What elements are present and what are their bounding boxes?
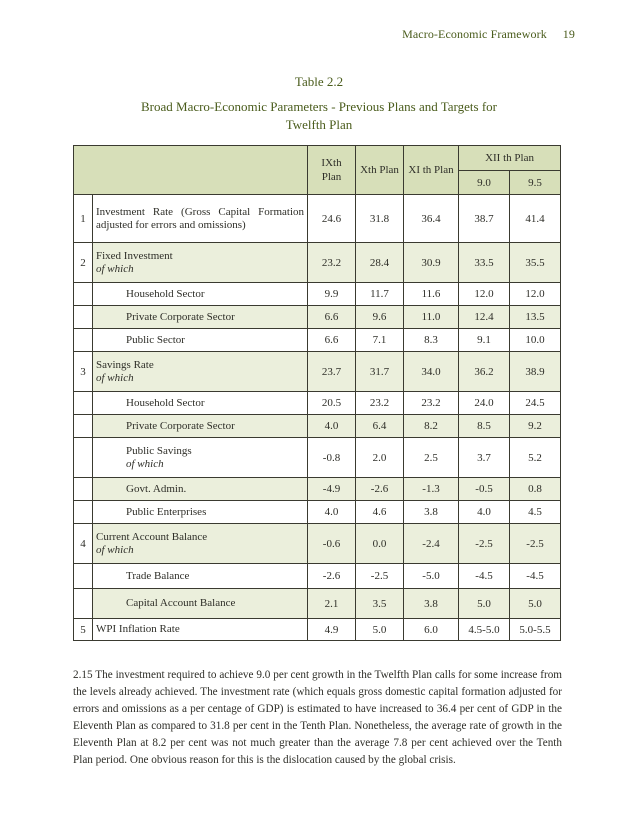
cell-xii-9-0: 4.5-5.0	[459, 619, 510, 641]
cell-x: 7.1	[356, 329, 404, 352]
cell-xii-9-0: 4.0	[459, 501, 510, 524]
row-label: Public Enterprises	[93, 501, 308, 524]
cell-ix: 2.1	[308, 589, 356, 619]
cell-xi: 6.0	[404, 619, 459, 641]
running-header	[402, 27, 575, 42]
row-label-cell	[93, 243, 308, 283]
cell-xii-9-5: 35.5	[510, 243, 561, 283]
cell-x: 5.0	[356, 619, 404, 641]
row-index: 3	[74, 352, 93, 392]
row-sublabel: of which	[96, 543, 134, 556]
row-index: 1	[74, 195, 93, 243]
cell-xi: 2.5	[404, 438, 459, 478]
cell-xii-9-5: 5.0	[510, 589, 561, 619]
row-label: Govt. Admin.	[93, 478, 308, 501]
cell-xi: 11.0	[404, 306, 459, 329]
cell-x: 31.7	[356, 352, 404, 392]
row-label: Investment Rate (Gross Capital Formation adjusted for errors and omissions)	[93, 195, 308, 243]
row-sublabel: of which	[126, 457, 164, 470]
cell-ix: -2.6	[308, 564, 356, 589]
cell-xi: -5.0	[404, 564, 459, 589]
row-label: Fixed Investment	[96, 249, 173, 262]
table-row	[74, 352, 561, 392]
row-label: Current Account Balance	[96, 530, 208, 543]
cell-xii-9-0: 3.7	[459, 438, 510, 478]
cell-xi: 3.8	[404, 501, 459, 524]
cell-x: -2.6	[356, 478, 404, 501]
row-label: Public Savings	[126, 444, 192, 457]
row-index	[74, 329, 93, 352]
cell-xii-9-0: -2.5	[459, 524, 510, 564]
row-index	[74, 392, 93, 415]
row-index	[74, 438, 93, 478]
col-header-x: Xth Plan	[356, 146, 404, 195]
row-index: 4	[74, 524, 93, 564]
col-header-xii-9-5: 9.5	[510, 171, 561, 195]
row-index	[74, 283, 93, 306]
cell-ix: 6.6	[308, 329, 356, 352]
row-label-cell	[93, 524, 308, 564]
cell-ix: -4.9	[308, 478, 356, 501]
cell-ix: 6.6	[308, 306, 356, 329]
cell-xii-9-0: 12.0	[459, 283, 510, 306]
cell-xi: 8.3	[404, 329, 459, 352]
cell-xii-9-0: -0.5	[459, 478, 510, 501]
page-number: 19	[562, 27, 575, 41]
table-row	[74, 524, 561, 564]
cell-xii-9-0: 36.2	[459, 352, 510, 392]
table-row	[74, 392, 561, 415]
cell-xii-9-5: 13.5	[510, 306, 561, 329]
row-index: 2	[74, 243, 93, 283]
cell-x: 4.6	[356, 501, 404, 524]
cell-xii-9-0: 24.0	[459, 392, 510, 415]
cell-xii-9-0: -4.5	[459, 564, 510, 589]
cell-x: -2.5	[356, 564, 404, 589]
cell-ix: 23.7	[308, 352, 356, 392]
cell-x: 31.8	[356, 195, 404, 243]
row-label: Household Sector	[93, 392, 308, 415]
cell-xii-9-5: 12.0	[510, 283, 561, 306]
section-title: Macro-Economic Framework	[402, 27, 547, 41]
cell-xi: 3.8	[404, 589, 459, 619]
cell-xii-9-0: 5.0	[459, 589, 510, 619]
cell-x: 3.5	[356, 589, 404, 619]
cell-xi: 34.0	[404, 352, 459, 392]
table-row	[74, 195, 561, 243]
cell-xii-9-0: 8.5	[459, 415, 510, 438]
table-row	[74, 478, 561, 501]
row-label: Capital Account Balance	[93, 589, 308, 619]
row-label-cell	[93, 352, 308, 392]
row-label: Private Corporate Sector	[93, 415, 308, 438]
macro-parameters-table	[73, 145, 561, 641]
cell-xii-9-0: 9.1	[459, 329, 510, 352]
row-index	[74, 564, 93, 589]
row-index: 5	[74, 619, 93, 641]
row-label: Household Sector	[93, 283, 308, 306]
cell-xii-9-5: 10.0	[510, 329, 561, 352]
row-index	[74, 589, 93, 619]
row-label: Private Corporate Sector	[93, 306, 308, 329]
cell-ix: -0.6	[308, 524, 356, 564]
table-row	[74, 306, 561, 329]
cell-xi: 23.2	[404, 392, 459, 415]
table-subtitle: Broad Macro-Economic Parameters - Previous Plans and Targets for Twelfth Plan	[140, 99, 497, 132]
row-index	[74, 478, 93, 501]
cell-ix: 20.5	[308, 392, 356, 415]
cell-x: 11.7	[356, 283, 404, 306]
cell-x: 6.4	[356, 415, 404, 438]
table-row	[74, 415, 561, 438]
cell-ix: 9.9	[308, 283, 356, 306]
col-header-xi: XI th Plan	[404, 146, 459, 195]
cell-ix: 4.0	[308, 415, 356, 438]
cell-xii-9-5: 24.5	[510, 392, 561, 415]
cell-xii-9-5: 41.4	[510, 195, 561, 243]
row-index	[74, 415, 93, 438]
row-index	[74, 306, 93, 329]
cell-xi: 30.9	[404, 243, 459, 283]
col-header-ix: IXth Plan	[308, 146, 356, 195]
cell-ix: 23.2	[308, 243, 356, 283]
cell-x: 2.0	[356, 438, 404, 478]
col-header-xii-9-0: 9.0	[459, 171, 510, 195]
row-label: Public Sector	[93, 329, 308, 352]
row-sublabel: of which	[96, 371, 134, 384]
row-label: Savings Rate	[96, 358, 154, 371]
cell-xi: 11.6	[404, 283, 459, 306]
cell-x: 28.4	[356, 243, 404, 283]
table-title: Table 2.2	[294, 74, 344, 89]
table-row	[74, 589, 561, 619]
row-label: Trade Balance	[93, 564, 308, 589]
row-sublabel: of which	[96, 262, 134, 275]
cell-xi: 8.2	[404, 415, 459, 438]
header-blank	[74, 146, 308, 195]
table-row	[74, 564, 561, 589]
cell-xii-9-5: 0.8	[510, 478, 561, 501]
body-paragraph: 2.15 The investment required to achieve 9.0 per cent growth in the Twelfth Plan calls for some increase from the levels already achieved. The investment rate (which equals gross domestic capital formation adjusted for errors and omissions as a per centage of GDP) is estimated to have increased to 36.4 per cent of GDP in the Eleventh Plan as compared to 31.8 per cent in the Tenth Plan. Nonetheless, the average rate of growth in the Eleventh Plan at 8.2 per cent was not much greater than the average 7.8 per cent achieved over the Tenth Plan period. One obvious reason for this is the dislocation caused by the global crisis.	[73, 669, 562, 767]
row-index	[74, 501, 93, 524]
cell-xii-9-0: 33.5	[459, 243, 510, 283]
table-row	[74, 243, 561, 283]
cell-x: 9.6	[356, 306, 404, 329]
row-label-cell	[93, 438, 308, 478]
cell-xii-9-0: 12.4	[459, 306, 510, 329]
table-row	[74, 619, 561, 641]
cell-ix: 24.6	[308, 195, 356, 243]
cell-xii-9-5: 5.0-5.5	[510, 619, 561, 641]
cell-xii-9-5: 9.2	[510, 415, 561, 438]
cell-x: 0.0	[356, 524, 404, 564]
cell-xi: 36.4	[404, 195, 459, 243]
cell-xii-9-5: 5.2	[510, 438, 561, 478]
cell-x: 23.2	[356, 392, 404, 415]
cell-ix: 4.9	[308, 619, 356, 641]
cell-xii-9-5: 38.9	[510, 352, 561, 392]
cell-xii-9-5: -2.5	[510, 524, 561, 564]
table-row	[74, 283, 561, 306]
col-header-xii: XII th Plan	[459, 146, 561, 171]
cell-xi: -2.4	[404, 524, 459, 564]
row-label: WPI Inflation Rate	[93, 619, 308, 641]
table-row	[74, 501, 561, 524]
cell-xii-9-5: -4.5	[510, 564, 561, 589]
table-row	[74, 329, 561, 352]
cell-xii-9-5: 4.5	[510, 501, 561, 524]
cell-xi: -1.3	[404, 478, 459, 501]
cell-ix: -0.8	[308, 438, 356, 478]
cell-xii-9-0: 38.7	[459, 195, 510, 243]
cell-ix: 4.0	[308, 501, 356, 524]
table-row	[74, 438, 561, 478]
